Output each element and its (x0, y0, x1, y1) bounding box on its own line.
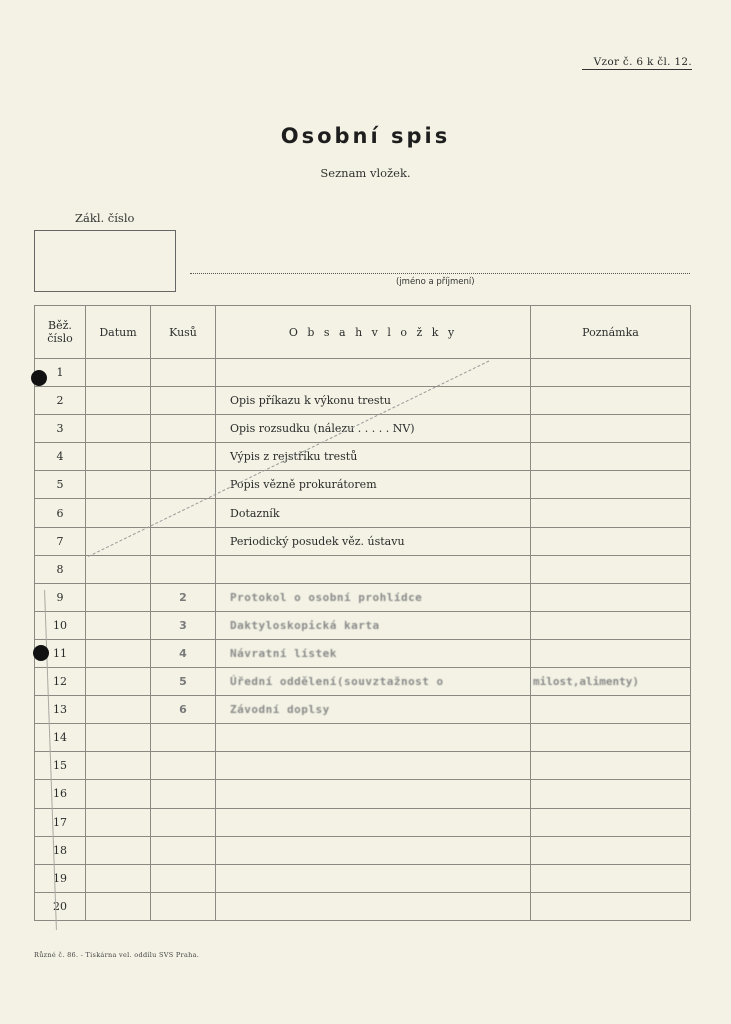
row-date (86, 892, 151, 920)
row-date (86, 611, 151, 639)
row-content (216, 752, 531, 780)
row-date (86, 471, 151, 499)
table-row (35, 359, 691, 387)
row-date (86, 387, 151, 415)
table-row (35, 555, 691, 583)
header-note: Poznámka (531, 306, 691, 359)
row-number: 8 (35, 555, 86, 583)
row-content: Návratní lístek (216, 639, 531, 667)
row-quantity (151, 724, 216, 752)
row-date (86, 752, 151, 780)
row-content: Závodní doplsy (216, 696, 531, 724)
row-content (216, 724, 531, 752)
row-number: 12 (35, 668, 86, 696)
row-content: Výpis z rejstříku trestů (216, 443, 531, 471)
header-number: Běž. číslo (35, 306, 86, 359)
row-content: Opis příkazu k výkonu trestu (216, 387, 531, 415)
row-content (216, 780, 531, 808)
row-content: Úřední oddělení(souvztažnost o (216, 668, 531, 696)
basic-number-label: Zákl. číslo (75, 211, 135, 225)
row-date (86, 864, 151, 892)
row-quantity (151, 752, 216, 780)
row-number: 13 (35, 696, 86, 724)
row-date (86, 639, 151, 667)
row-number: 17 (35, 808, 86, 836)
table-row (35, 780, 691, 808)
row-quantity: 6 (151, 696, 216, 724)
row-date (86, 724, 151, 752)
table-row (35, 583, 691, 611)
row-note (531, 583, 691, 611)
row-content: Dotazník (216, 499, 531, 527)
row-quantity (151, 387, 216, 415)
row-note (531, 808, 691, 836)
row-quantity: 3 (151, 611, 216, 639)
row-note (531, 359, 691, 387)
row-date (86, 668, 151, 696)
printer-footer: Různé č. 86. - Tiskárna vel. oddílu SVS Praha. (34, 951, 200, 959)
row-number: 7 (35, 527, 86, 555)
table-row (35, 443, 691, 471)
name-field[interactable] (190, 273, 690, 274)
row-number: 16 (35, 780, 86, 808)
row-note (531, 499, 691, 527)
header-quantity: Kusů (151, 306, 216, 359)
row-date (86, 696, 151, 724)
row-quantity (151, 555, 216, 583)
row-date (86, 415, 151, 443)
row-number: 20 (35, 892, 86, 920)
document-title: Osobní spis (280, 124, 451, 148)
row-note (531, 527, 691, 555)
header-content: O b s a h v l o ž k y (216, 306, 531, 359)
row-quantity (151, 864, 216, 892)
row-date (86, 499, 151, 527)
row-quantity (151, 836, 216, 864)
row-number: 4 (35, 443, 86, 471)
row-number: 9 (35, 583, 86, 611)
inserts-table (34, 305, 691, 921)
table-row (35, 415, 691, 443)
row-date (86, 808, 151, 836)
row-date (86, 780, 151, 808)
row-date (86, 443, 151, 471)
row-note (531, 471, 691, 499)
punch-hole (31, 370, 47, 386)
row-number: 2 (35, 387, 86, 415)
row-note (531, 892, 691, 920)
punch-hole (33, 645, 49, 661)
table-row (35, 808, 691, 836)
row-number: 14 (35, 724, 86, 752)
row-note (531, 724, 691, 752)
row-note (531, 696, 691, 724)
row-number: 6 (35, 499, 86, 527)
row-quantity: 4 (151, 639, 216, 667)
table-row (35, 639, 691, 667)
row-note (531, 387, 691, 415)
header-date: Datum (86, 306, 151, 359)
row-content: Periodický posudek věz. ústavu (216, 527, 531, 555)
row-note (531, 864, 691, 892)
row-quantity (151, 892, 216, 920)
row-content: Daktyloskopická karta (216, 611, 531, 639)
row-date (86, 836, 151, 864)
table-row (35, 527, 691, 555)
row-date (86, 583, 151, 611)
row-quantity (151, 499, 216, 527)
row-note: milost,alimenty) (531, 668, 691, 696)
table-row (35, 499, 691, 527)
table-row (35, 471, 691, 499)
table-row (35, 387, 691, 415)
name-field-label: (jméno a příjmení) (396, 277, 475, 287)
row-note (531, 415, 691, 443)
basic-number-field[interactable] (34, 230, 176, 292)
row-note (531, 639, 691, 667)
row-number: 15 (35, 752, 86, 780)
row-quantity: 2 (151, 583, 216, 611)
row-number: 5 (35, 471, 86, 499)
row-note (531, 443, 691, 471)
row-date (86, 359, 151, 387)
row-number: 11 (35, 639, 86, 667)
row-quantity (151, 527, 216, 555)
table-row (35, 668, 691, 696)
row-content: Protokol o osobní prohlídce (216, 583, 531, 611)
row-number: 3 (35, 415, 86, 443)
row-content (216, 892, 531, 920)
row-quantity (151, 359, 216, 387)
table-row (35, 836, 691, 864)
row-content (216, 864, 531, 892)
row-quantity (151, 780, 216, 808)
form-number: Vzor č. 6 k čl. 12. (582, 56, 692, 70)
row-note (531, 555, 691, 583)
table-row (35, 864, 691, 892)
row-content (216, 555, 531, 583)
table-row (35, 752, 691, 780)
table-row (35, 696, 691, 724)
row-content: Opis rozsudku (nálezu . . . . . NV) (216, 415, 531, 443)
row-note (531, 752, 691, 780)
row-content: Popis vězně prokurátorem (216, 471, 531, 499)
row-quantity (151, 443, 216, 471)
row-note (531, 836, 691, 864)
row-quantity: 5 (151, 668, 216, 696)
table-row (35, 892, 691, 920)
row-number: 18 (35, 836, 86, 864)
row-date (86, 555, 151, 583)
row-number: 1 (35, 359, 86, 387)
document-subtitle: Seznam vložek. (320, 166, 411, 180)
row-number: 10 (35, 611, 86, 639)
row-content (216, 808, 531, 836)
row-number: 19 (35, 864, 86, 892)
row-quantity (151, 808, 216, 836)
row-note (531, 780, 691, 808)
row-quantity (151, 415, 216, 443)
table-row (35, 611, 691, 639)
row-content (216, 836, 531, 864)
row-quantity (151, 471, 216, 499)
table-row (35, 724, 691, 752)
row-note (531, 611, 691, 639)
